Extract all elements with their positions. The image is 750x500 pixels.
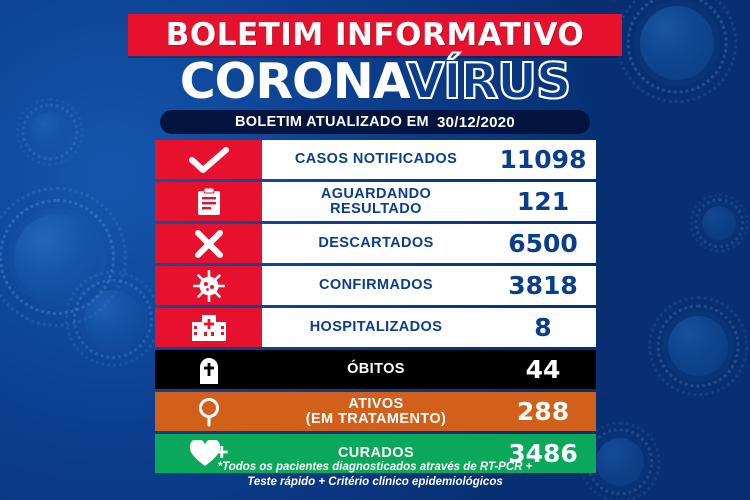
table-row <box>155 182 596 221</box>
row-label: HOSPITALIZADOS <box>262 308 490 347</box>
update-date-bar <box>160 110 590 134</box>
row-value: 121 <box>490 182 596 221</box>
wordmark-part2: VÍRUS <box>406 53 571 110</box>
footnote <box>0 460 750 490</box>
update-date-label: BOLETIM ATUALIZADO EM <box>234 114 429 130</box>
row-value: 8 <box>490 308 596 347</box>
table-row <box>155 266 596 305</box>
update-date-value: 30/12/2020 <box>436 113 516 131</box>
table-row <box>155 308 596 347</box>
hospital-icon <box>155 308 262 347</box>
clipboard-icon <box>155 182 262 221</box>
row-value: 3486 <box>490 434 596 473</box>
wordmark-part1: CORONA <box>179 53 407 110</box>
wordmark <box>0 53 750 110</box>
row-value: 3818 <box>490 266 596 305</box>
magnifier-icon <box>155 392 262 431</box>
banner-title: BOLETIM INFORMATIVO <box>165 17 585 53</box>
footnote-line-2: Teste rápido + Critério clínico epidemiológicos <box>247 476 503 488</box>
row-value: 44 <box>490 350 596 389</box>
row-label: CURADOS <box>262 434 490 473</box>
x-icon <box>155 224 262 263</box>
virus-icon <box>155 266 262 305</box>
row-value: 288 <box>490 392 596 431</box>
row-value: 6500 <box>490 224 596 263</box>
row-label: ATIVOS (EM TRATAMENTO) <box>262 392 490 431</box>
row-label: ÓBITOS <box>262 350 490 389</box>
table-row <box>155 140 596 179</box>
banner-title-bar <box>128 14 622 56</box>
row-label: CONFIRMADOS <box>262 266 490 305</box>
footnote-line-1: *Todos os pacientes diagnosticados através de RT-PCR + <box>217 461 533 473</box>
table-row <box>155 392 596 431</box>
check-icon <box>155 140 262 179</box>
table-row <box>155 224 596 263</box>
row-label: CASOS NOTIFICADOS <box>262 140 490 179</box>
tombstone-icon <box>155 350 262 389</box>
statistics-table <box>155 140 596 476</box>
row-value: 11098 <box>490 140 596 179</box>
table-row <box>155 350 596 389</box>
row-label: AGUARDANDO RESULTADO <box>262 182 490 221</box>
row-label: DESCARTADOS <box>262 224 490 263</box>
